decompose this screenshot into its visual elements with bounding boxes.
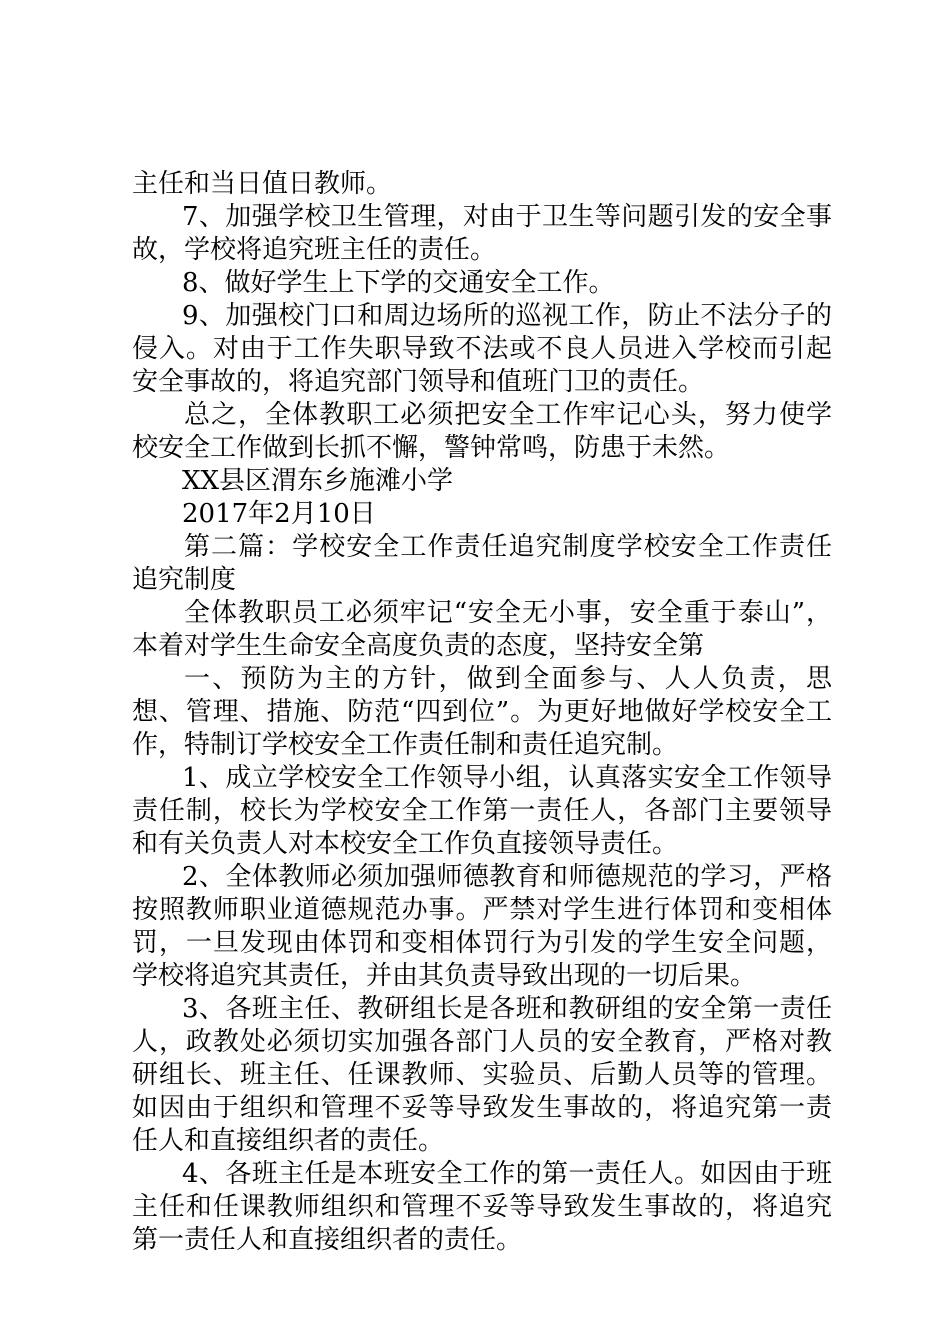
paragraph-item-1: 1、成立学校安全工作领导小组，认真落实安全工作领导责任制，校长为学校安全工作第一责任人，各部门主要领导和有关负责人对本校安全工作负直接领导责任。 — [132, 763, 832, 859]
paragraph-intro: 全体教职员工必须牢记“安全无小事，安全重于泰山”，本着对学生生命安全高度负责的态度，坚持安全第 — [132, 598, 832, 661]
paragraph-item-4: 4、各班主任是本班安全工作的第一责任人。如因由于班主任和任课教师组织和管理不妥等导致发生事故的，将追究第一责任人和直接组织者的责任。 — [132, 1159, 832, 1255]
paragraph-item-3: 3、各班主任、教研组长是各班和教研组的安全第一责任人，政教处必须切实加强各部门人员的安全教育，严格对教研组长、班主任、任课教师、实验员、后勤人员等的管理。如因由于组织和管理不妥等导致发生事故的，将追究第一责任人和直接组织者的责任。 — [132, 994, 832, 1156]
school-name: XX县区渭东乡施滩小学 — [182, 466, 454, 496]
paragraph-item-2: 2、全体教师必须加强师德教育和师德规范的学习，严格按照教师职业道德规范办事。严禁对学生进行体罚和变相体罚，一旦发现由体罚和变相体罚行为引发的学生安全问题，学校将追究其责任，并由其负责导致出现的一切后果。 — [132, 862, 832, 991]
paragraph-continuation: 主任和当日值日教师。 — [132, 169, 393, 199]
paragraph-item-9: 9、加强校门口和周边场所的巡视工作，防止不法分子的侵入。对由于工作失职导致不法或不良人员进入学校而引起安全事故的，将追究部门领导和值班门卫的责任。 — [132, 301, 832, 397]
paragraph-item-7: 7、加强学校卫生管理，对由于卫生等问题引发的安全事故，学校将追究班主任的责任。 — [132, 202, 832, 265]
document-date: 2017年2月10日 — [182, 499, 376, 529]
document-body — [132, 168, 832, 1257]
paragraph-summary: 总之，全体教职工必须把安全工作牢记心头，努力使学校安全工作做到长抓不懈，警钟常鸣，防患于未然。 — [132, 400, 832, 463]
section-title-part-two: 第二篇：学校安全工作责任追究制度学校安全工作责任追究制度 — [132, 532, 832, 595]
paragraph-item-8: 8、做好学生上下学的交通安全工作。 — [182, 268, 615, 298]
paragraph-principle: 一、预防为主的方针，做到全面参与、人人负责，思想、管理、措施、防范“四到位”。为更好地做好学校安全工作，特制订学校安全工作责任制和责任追究制。 — [132, 664, 832, 760]
